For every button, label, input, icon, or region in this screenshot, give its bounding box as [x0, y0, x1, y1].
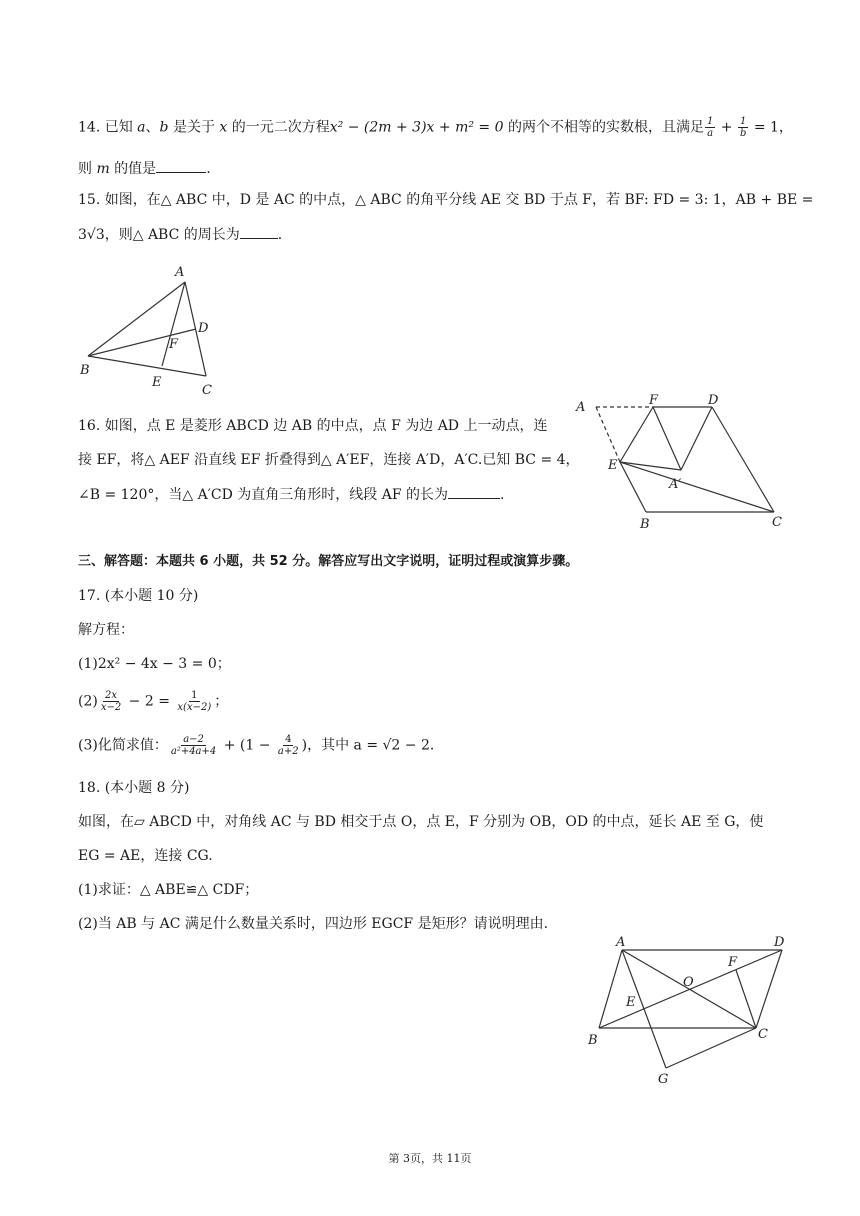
label-d: D [708, 393, 719, 408]
q16-line1: 16. 如图，点 E 是菱形 ABCD 边 AB 的中点，点 F 为边 AD 上一动点，连 [78, 418, 548, 434]
label-c: C [772, 515, 782, 530]
q17-frac-c: $\frac{a-2}{\text{a²+4a+4}}$ [170, 734, 217, 757]
q18-part2: (2)当 AB 与 AC 满足什么数量关系时，四边形 EGCF 是矩形？请说明理由. [78, 916, 549, 932]
label-a: A [616, 935, 626, 950]
label-e: E [626, 995, 636, 1010]
segment-ef [620, 407, 653, 462]
label-d: D [774, 935, 785, 950]
q17-part1: (1)2x² − 4x − 3 = 0； [78, 656, 231, 672]
label-a: A [576, 400, 586, 415]
q17-frac-d: $\frac{4}{a+2}$ [277, 734, 299, 757]
q15-line2: 3√3，则△ ABC 的周长为 . [78, 224, 282, 245]
segment-fa2 [653, 407, 681, 470]
label-c: C [202, 383, 212, 398]
q18-header: 18. (本小题 8 分) [78, 780, 190, 796]
label-a-prime: A′ [669, 477, 682, 492]
side-ab [599, 950, 622, 1028]
answer-blank [240, 224, 278, 239]
section-heading: 三、解答题：本题共 6 小题，共 52 分。解答应写出文字说明，证明过程或演算步骤。 [78, 554, 579, 569]
q18-parallelogram-figure [584, 930, 804, 1090]
segment-ea2 [620, 462, 681, 470]
q17-header: 17. (本小题 10 分) [78, 588, 199, 604]
q16-line2: 接 EF，将△ AEF 沿直线 EF 折叠得到△ A′EF，连接 A′D，A′C.已知 BC = 4， [78, 452, 580, 468]
answer-blank [156, 158, 206, 173]
segment-gc [666, 1028, 756, 1068]
label-b: B [80, 363, 90, 378]
label-f: F [649, 393, 659, 408]
q14-line1: 14. 已知 a、b 是关于 x 的一元二次方程x² − (2m + 3)x + m² = 0 的两个不相等的实数根，且满足 $\frac{1}{a}$ + $\frac{1}{b}$ = 1， [78, 116, 793, 139]
label-e: E [608, 458, 618, 473]
q16-line3: ∠B = 120°，当△ A′CD 为直角三角形时，线段 AF 的长为 . [78, 484, 504, 505]
q17-frac-a: $\frac{2x}{x-2}$ [100, 690, 122, 713]
dashed-ae [596, 407, 620, 462]
q18-line1: 如图，在▱ ABCD 中，对角线 AC 与 BD 相交于点 O，点 E，F 分别为 OB，OD 的中点，延长 AE 至 G，使 [78, 814, 764, 830]
answer-blank [448, 484, 500, 499]
side-dc [712, 407, 774, 512]
q17-instruction: 解方程： [78, 622, 134, 638]
q18-line2: EG = AE，连接 CG. [78, 848, 213, 864]
q15-line1: 15. 如图，在△ ABC 中，D 是 AC 的中点，△ ABC 的角平分线 AE 交 BD 于点 F，若 BF: FD = 3: 1，AB + BE = [78, 192, 814, 208]
q17-part2: (2) $\frac{2x}{x-2}$ − 2 = $\frac{1}{x(x-2)}$ ； [78, 690, 229, 713]
side-bc [88, 356, 206, 376]
label-g: G [658, 1072, 669, 1087]
label-f: F [728, 955, 738, 970]
segment-bd [88, 329, 196, 356]
q14-equation: x² − (2m + 3)x + m² = 0 [329, 119, 504, 136]
label-c: C [758, 1027, 768, 1042]
q18-part1: (1)求证：△ ABE≌△ CDF； [78, 882, 259, 898]
label-b: B [640, 517, 650, 532]
page-footer: 第 3页，共 11页 [388, 1152, 472, 1165]
q16-rhombus-figure [574, 392, 794, 532]
label-f: F [169, 337, 179, 352]
q17-part3: (3)化简求值： $\frac{a-2}{\text{a²+4a+4}}$ + (1 − $\frac{4}{a+2}$ )，其中 a = √2 − 2. [78, 734, 435, 757]
q15-triangle-figure [78, 262, 228, 402]
side-cd [756, 950, 782, 1028]
q14-line2: 则 m 的值是 . [78, 158, 211, 179]
q17-frac-b: $\frac{1}{x(x-2)}$ [177, 690, 212, 713]
label-a: A [175, 265, 185, 280]
label-b: B [588, 1033, 598, 1048]
label-d: D [198, 321, 209, 336]
segment-ae [162, 282, 185, 366]
segment-a2d [681, 407, 712, 470]
label-o: O [683, 975, 694, 990]
segment-cf [736, 970, 756, 1028]
q14-frac-1a: $\frac{1}{a}$ [706, 116, 714, 139]
label-e: E [152, 375, 162, 390]
q14-frac-1b: $\frac{1}{b}$ [739, 116, 747, 139]
segment-ec [620, 462, 774, 512]
